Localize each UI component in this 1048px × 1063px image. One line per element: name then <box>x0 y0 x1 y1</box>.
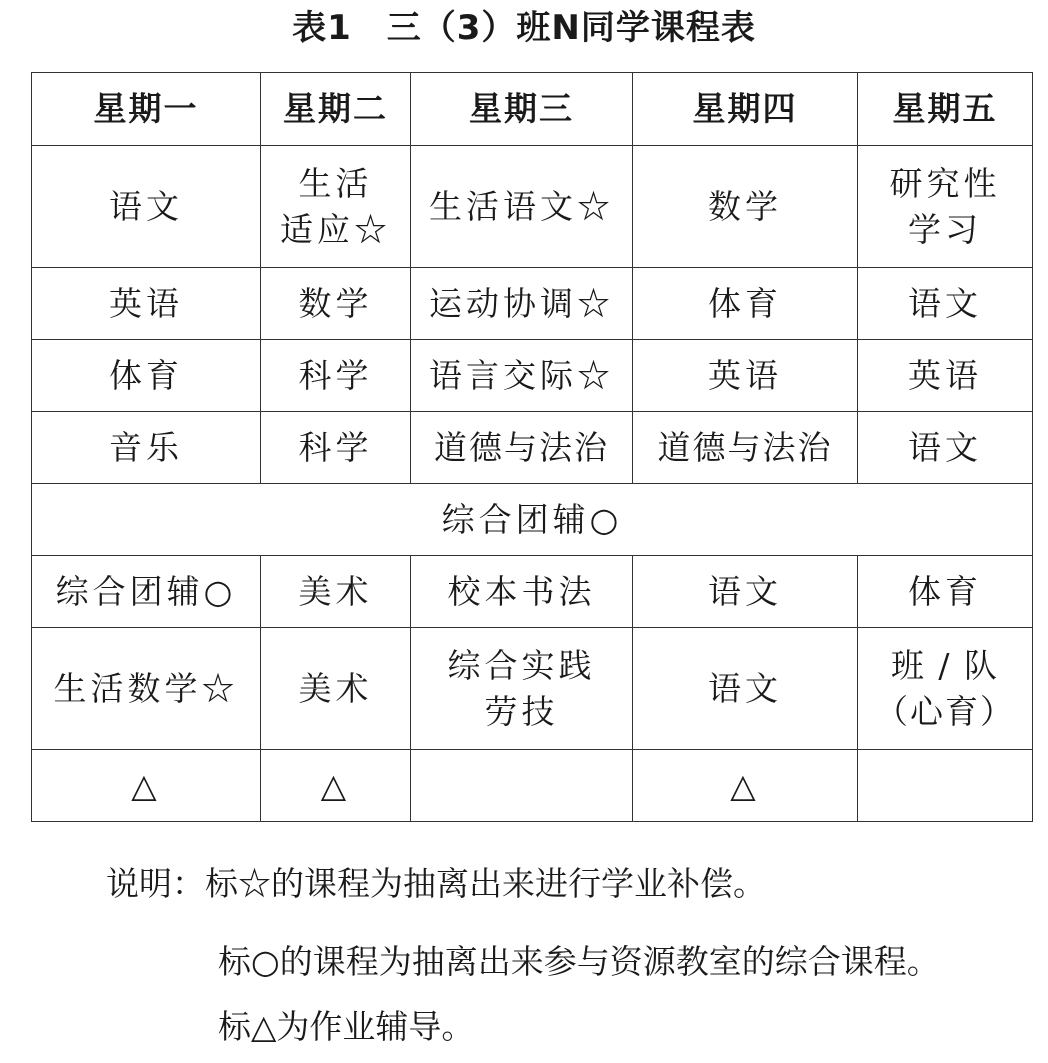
table-row <box>32 556 1033 628</box>
table-cell: 综合团辅○ <box>32 556 261 628</box>
note-line-3: 标△为作业辅导。 <box>218 1007 475 1046</box>
table-cell: 体育 <box>858 556 1033 628</box>
table-cell: 数学 <box>261 268 411 340</box>
table-cell: 道德与法治 <box>411 412 633 484</box>
header-row <box>32 73 1033 146</box>
table-cell: 综合实践 劳技 <box>411 628 633 750</box>
table-cell: 美术 <box>261 628 411 750</box>
schedule-table <box>31 72 1033 822</box>
table-cell: 语文 <box>858 268 1033 340</box>
table-cell: 班 / 队 （心育） <box>858 628 1033 750</box>
table-cell: 语文 <box>633 628 858 750</box>
table-cell: △ <box>32 750 261 822</box>
header-friday: 星期五 <box>858 73 1033 146</box>
table-cell: 语文 <box>858 412 1033 484</box>
table-cell: 数学 <box>633 146 858 268</box>
merged-cell: 综合团辅○ <box>32 484 1033 556</box>
note-line-1: 说明：标☆的课程为抽离出来进行学业补偿。 <box>106 864 766 903</box>
header-wednesday: 星期三 <box>411 73 633 146</box>
table-cell: 校本书法 <box>411 556 633 628</box>
note-line-2: 标○的课程为抽离出来参与资源教室的综合课程。 <box>218 942 940 981</box>
header-monday: 星期一 <box>32 73 261 146</box>
merged-row <box>32 484 1033 556</box>
table-title: 表1 三（3）班N同学课程表 <box>292 8 756 48</box>
table-row <box>32 340 1033 412</box>
table-cell: 科学 <box>261 340 411 412</box>
table-cell: 科学 <box>261 412 411 484</box>
table-cell: 美术 <box>261 556 411 628</box>
table-cell: 道德与法治 <box>633 412 858 484</box>
table-cell: 语文 <box>32 146 261 268</box>
table-cell: 音乐 <box>32 412 261 484</box>
table-cell: △ <box>261 750 411 822</box>
table-cell <box>411 750 633 822</box>
table-cell: 体育 <box>32 340 261 412</box>
table-cell: 英语 <box>633 340 858 412</box>
header-thursday: 星期四 <box>633 73 858 146</box>
table-cell: 语文 <box>633 556 858 628</box>
table-cell <box>858 750 1033 822</box>
table-cell: 体育 <box>633 268 858 340</box>
table-cell: 运动协调☆ <box>411 268 633 340</box>
table-cell: 英语 <box>858 340 1033 412</box>
table-cell: 研究性 学习 <box>858 146 1033 268</box>
table-cell: 生活数学☆ <box>32 628 261 750</box>
table-row <box>32 268 1033 340</box>
table-cell: 英语 <box>32 268 261 340</box>
table-cell: 生活语文☆ <box>411 146 633 268</box>
table-cell: 语言交际☆ <box>411 340 633 412</box>
header-tuesday: 星期二 <box>261 73 411 146</box>
table-row <box>32 628 1033 750</box>
table-cell: △ <box>633 750 858 822</box>
table-row <box>32 146 1033 268</box>
table-cell: 生活 适应☆ <box>261 146 411 268</box>
table-row <box>32 750 1033 822</box>
table-row <box>32 412 1033 484</box>
